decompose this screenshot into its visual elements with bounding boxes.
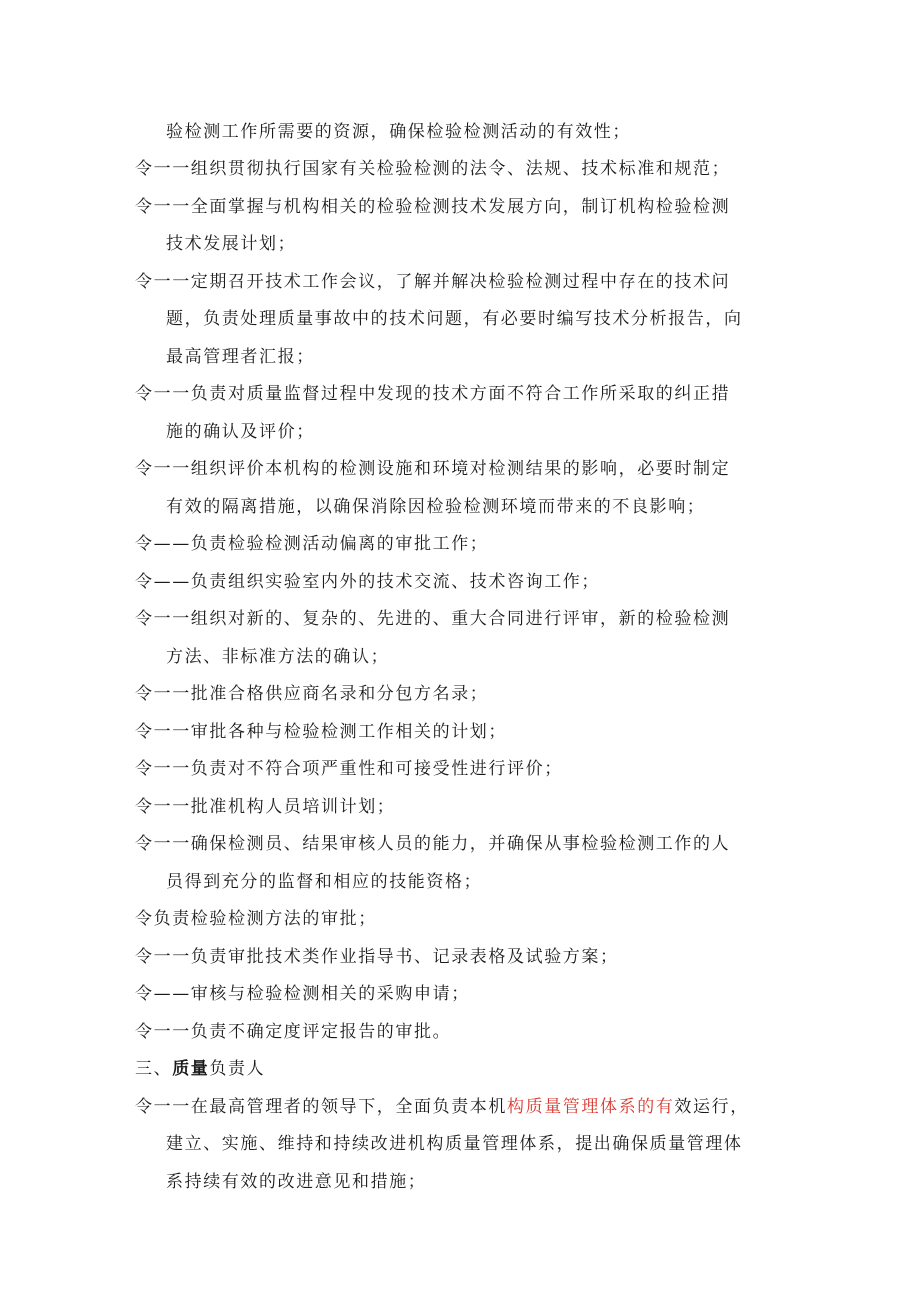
text-line: 令负责检验检测方法的审批； <box>135 909 377 929</box>
text-line: 施的确认及评价； <box>166 422 315 442</box>
text-line: 题，负责处理质量事故中的技术问题，有必要时编写技术分析报告，向 <box>166 309 743 329</box>
text-line: 令一一组织评价本机构的检测设施和环境对检测结果的影响，必要时制定 <box>135 459 731 479</box>
text-segment: 令一一在最高管理者的领导下，全面负责本机 <box>135 1097 507 1117</box>
text-line: 令——负责检验检测活动偏离的审批工作； <box>135 534 489 554</box>
text-line: 令一一确保检测员、结果审核人员的能力，并确保从事检验检测工作的人 <box>135 834 731 854</box>
text-line: 令一一组织贯彻执行国家有关检验检测的法令、法规、技术标准和规范； <box>135 159 731 179</box>
heading-prefix: 三、 <box>135 1059 173 1079</box>
text-line: 最高管理者汇报； <box>166 347 315 367</box>
text-line: 令一一定期召开技术工作会议，了解并解决检验检测过程中存在的技术问 <box>135 272 731 292</box>
highlighted-text: 构质量管理体系的有 <box>507 1097 675 1117</box>
text-line: 令一一批准机构人员培训计划； <box>135 797 396 817</box>
text-line: 令——负责组织实验室内外的技术交流、技术咨询工作； <box>135 572 600 592</box>
text-line: 令一一全面掌握与机构相关的检验检测技术发展方向，制订机构检验检测 <box>135 197 731 217</box>
text-line: 令——审核与检验检测相关的采购申请； <box>135 984 470 1004</box>
text-line: 员得到充分的监督和相应的技能资格； <box>166 872 483 892</box>
text-line: 令一一组织对新的、复杂的、先进的、重大合同进行评审，新的检验检测 <box>135 609 731 629</box>
heading-suffix: 负责人 <box>209 1059 266 1079</box>
text-line <box>135 1095 749 1119</box>
text-line: 令一一负责审批技术类作业指导书、记录表格及试验方案； <box>135 947 619 967</box>
text-line: 系持续有效的改进意见和措施； <box>166 1172 427 1192</box>
text-line: 有效的隔离措施，以确保消除因检验检测环境而带来的不良影响； <box>166 497 706 517</box>
text-line: 令一一负责不确定度评定报告的审批。 <box>135 1022 452 1042</box>
text-line: 技术发展计划； <box>166 234 297 254</box>
text-line: 令一一审批各种与检验检测工作相关的计划； <box>135 722 507 742</box>
text-line: 令一一批准合格供应商名录和分包方名录； <box>135 684 489 704</box>
text-line: 验检测工作所需要的资源，确保检验检测活动的有效性； <box>166 122 631 142</box>
heading-bold: 质量 <box>172 1059 210 1079</box>
text-line: 方法、非标准方法的确认； <box>166 647 390 667</box>
text-line: 令一一负责对不符合项严重性和可接受性进行评价； <box>135 759 563 779</box>
text-segment: 效运行， <box>674 1097 749 1117</box>
text-line: 建立、实施、维持和持续改进机构质量管理体系，提出确保质量管理体 <box>166 1134 743 1154</box>
section-heading <box>135 1057 265 1081</box>
text-line: 令一一负责对质量监督过程中发现的技术方面不符合工作所采取的纠正措 <box>135 384 731 404</box>
